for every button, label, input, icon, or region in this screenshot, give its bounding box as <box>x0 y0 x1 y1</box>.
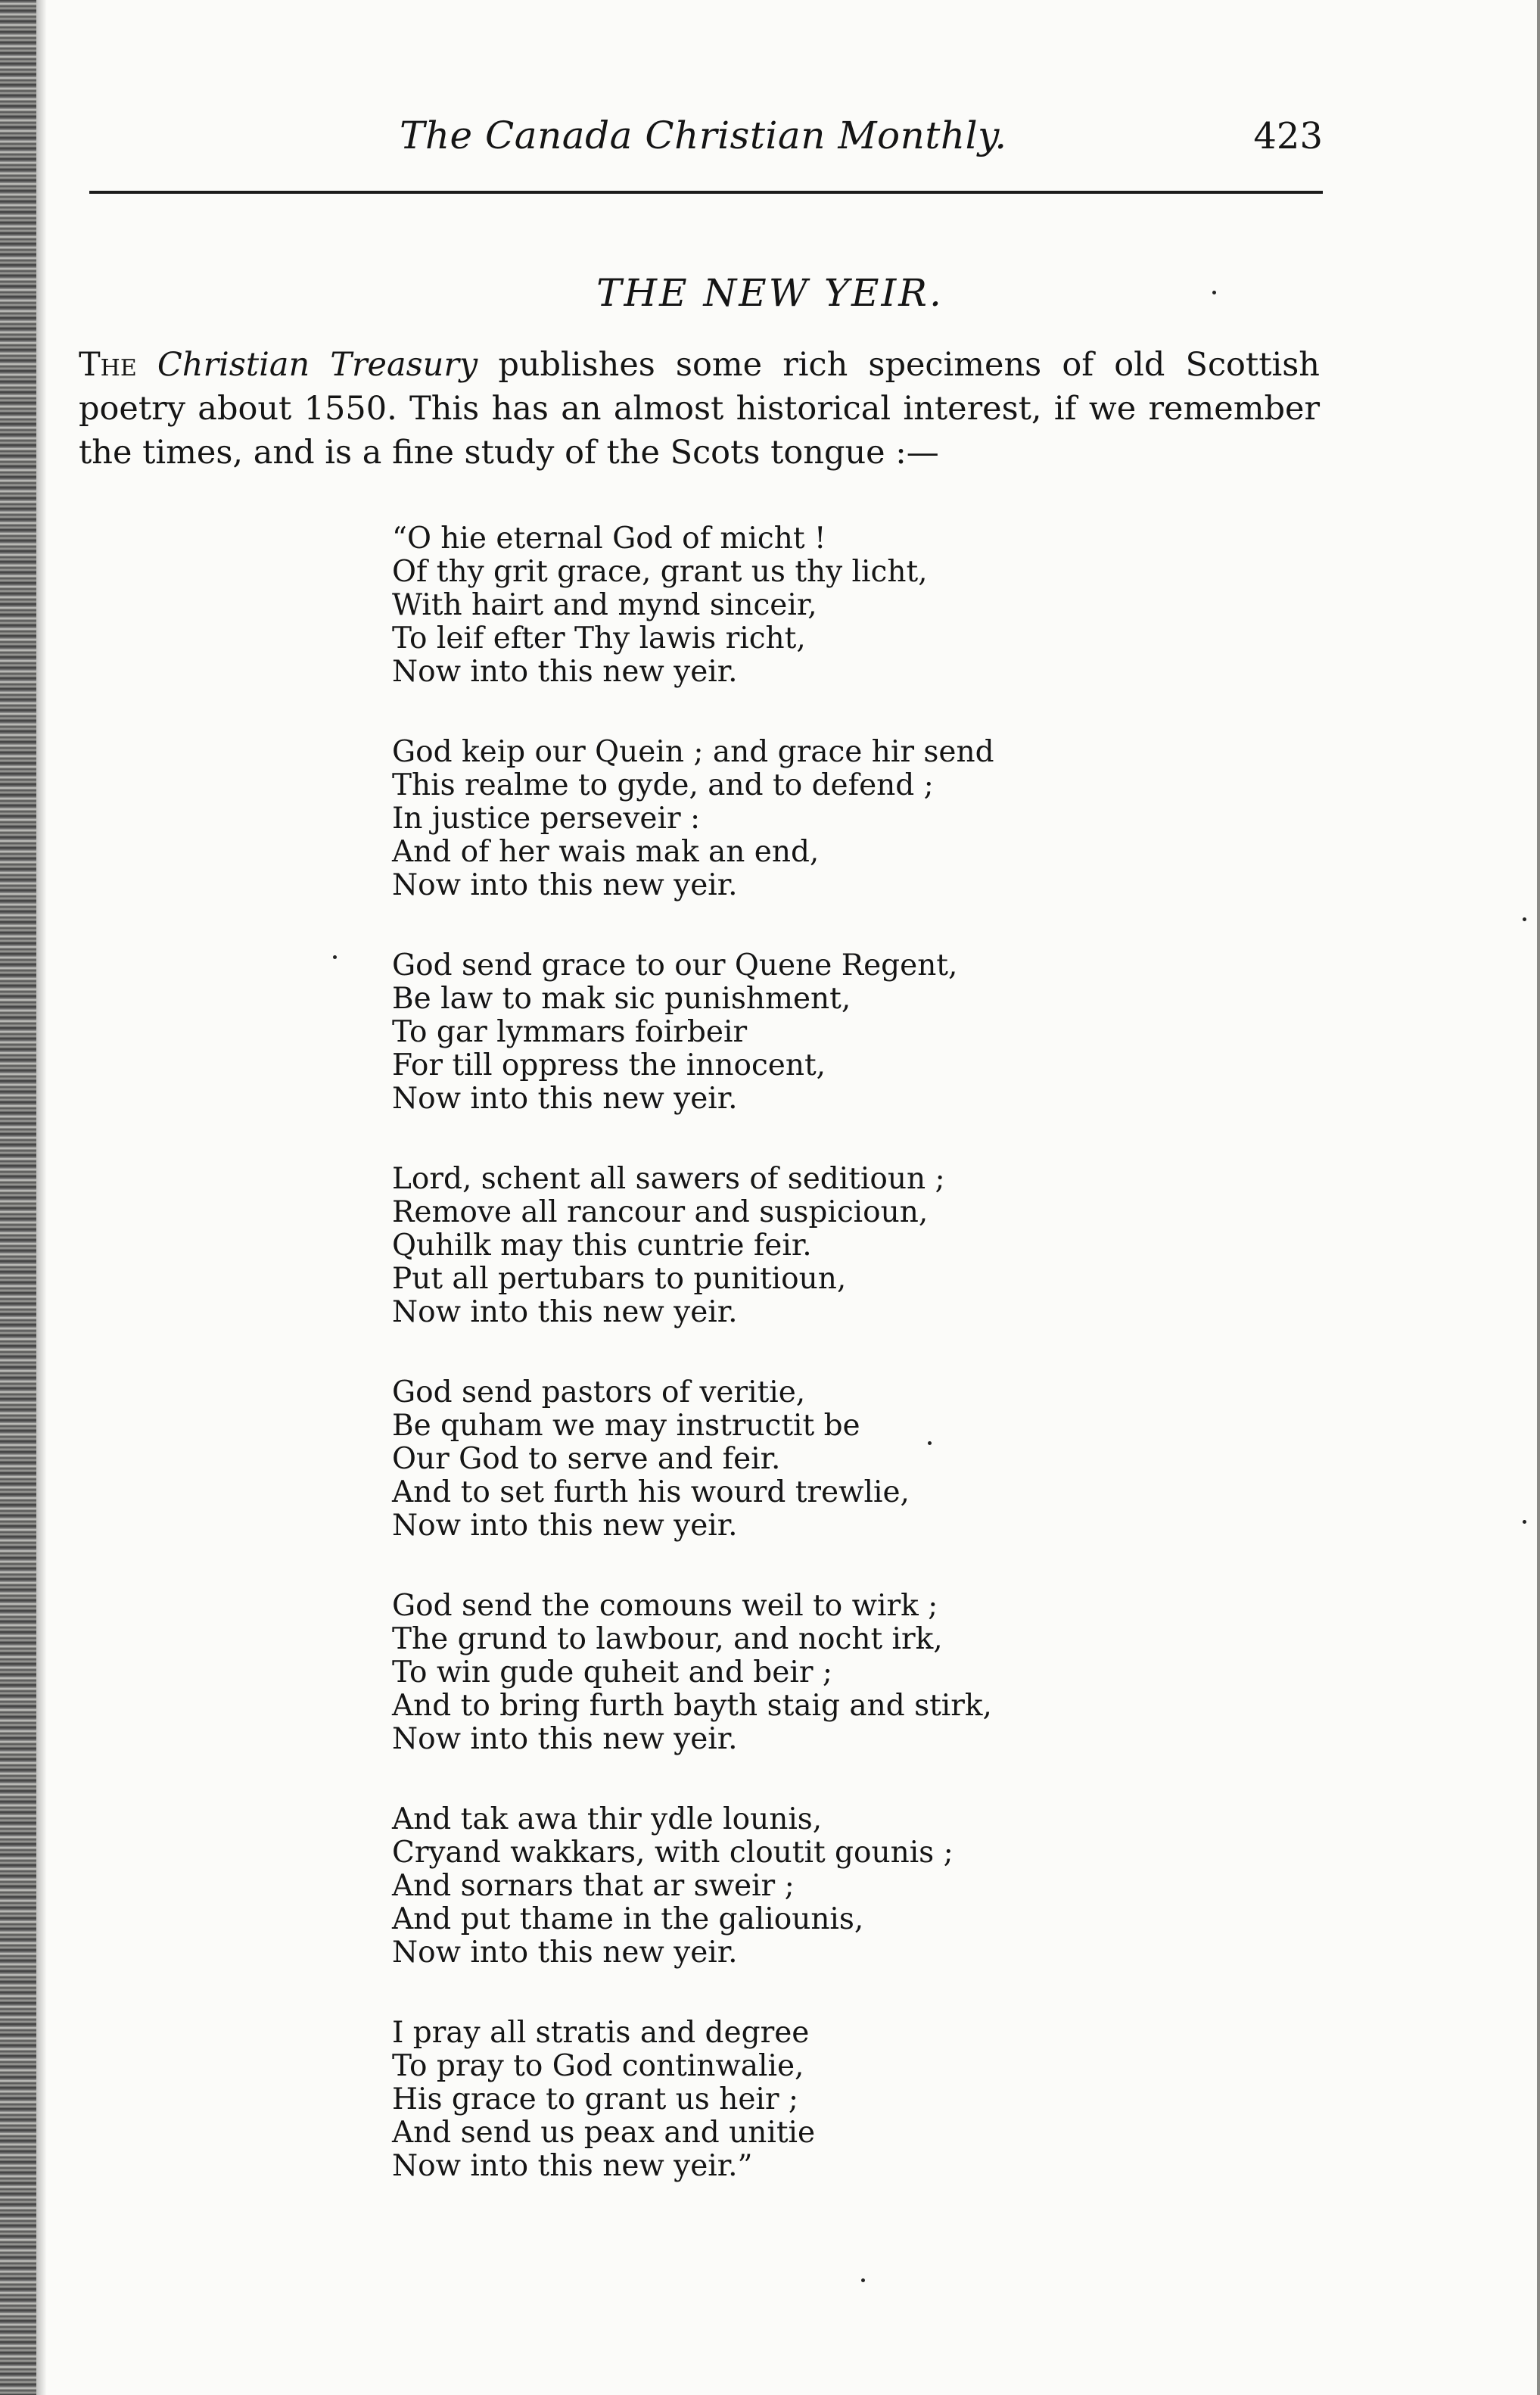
poem-line: Of thy grit grace, grant us thy licht, <box>392 555 928 589</box>
poem-line: To gar lymmars foirbeir <box>392 1015 748 1049</box>
poem-line: Now into this new yeir. <box>392 1722 738 1756</box>
poem-line: In justice perseveir : <box>392 802 701 836</box>
poem-line: Lord, schent all sawers of seditioun ; <box>392 1162 945 1196</box>
poem-line: To win gude quheit and beir ; <box>392 1655 833 1690</box>
poem-line: Cryand wakkars, with cloutit gounis ; <box>392 1836 954 1870</box>
stanza <box>392 1590 1224 1756</box>
intro-space <box>137 346 157 384</box>
poem-line: Now into this new yeir. <box>392 1509 738 1543</box>
poem-line: The grund to lawbour, and nocht irk, <box>392 1622 943 1656</box>
stanza <box>392 1163 1224 1329</box>
stanza <box>392 1803 1224 1970</box>
intro-text: publishes some rich specimens of old Scottish poetry about 1550. This has an almost historical interest, if we remember the times, and is a fine study of the Scots tongue :— <box>79 346 1321 472</box>
print-speck <box>861 2278 865 2282</box>
stanza <box>392 1376 1224 1543</box>
poem-line: His grace to grant us heir ; <box>392 2082 799 2116</box>
poem-line: To pray to God continwalie, <box>392 2049 804 2083</box>
stanza <box>392 522 1224 689</box>
poem-line: God send the comouns weil to wirk ; <box>392 1589 938 1623</box>
poem-line: And tak awa thir ydle lounis, <box>392 1802 823 1836</box>
poem-line: “O hie eternal God of micht ! <box>392 522 826 556</box>
poem <box>392 522 1224 2230</box>
poem-line: To leif efter Thy lawis richt, <box>392 621 806 656</box>
poem-line: Remove all rancour and suspicioun, <box>392 1195 929 1229</box>
page-edge <box>1537 0 1540 2395</box>
poem-line: Now into this new yeir. <box>392 1295 738 1329</box>
header-rule <box>89 191 1323 194</box>
poem-line: For till oppress the innocent, <box>392 1048 826 1082</box>
poem-line: Now into this new yeir.” <box>392 2149 753 2183</box>
poem-line: And put thame in the galiounis, <box>392 1902 864 1936</box>
intro-paragraph <box>79 343 1320 475</box>
poem-line: This realme to gyde, and to defend ; <box>392 768 934 802</box>
intro-lead-word: The <box>79 346 137 384</box>
print-speck <box>928 1441 932 1445</box>
stanza <box>392 2017 1224 2183</box>
poem-line: Be quham we may instructit be <box>392 1409 860 1443</box>
stanza <box>392 949 1224 1116</box>
page-number: 423 <box>1253 115 1323 157</box>
poem-line: Now into this new yeir. <box>392 655 738 689</box>
intro-source-title: Christian Treasury <box>157 346 478 384</box>
print-speck <box>1523 1520 1526 1524</box>
journal-title: The Canada Christian Monthly. <box>400 114 1007 157</box>
poem-line: Be law to mak sic punishment, <box>392 982 851 1016</box>
poem-line: With hairt and mynd sinceir, <box>392 588 817 622</box>
stanza <box>392 736 1224 902</box>
poem-line: Our God to serve and feir. <box>392 1442 781 1476</box>
print-speck <box>333 955 337 959</box>
poem-line: And sornars that ar sweir ; <box>392 1869 795 1903</box>
print-speck <box>1212 291 1216 294</box>
poem-line: And send us peax and unitie <box>392 2116 816 2150</box>
book-spine-shadow <box>0 0 36 2395</box>
poem-line: Now into this new yeir. <box>392 1082 738 1116</box>
poem-line: God keip our Quein ; and grace hir send <box>392 735 994 769</box>
poem-line: God send grace to our Quene Regent, <box>392 948 958 983</box>
poem-line: God send pastors of veritie, <box>392 1375 806 1409</box>
poem-line: And to set furth his wourd trewlie, <box>392 1475 910 1509</box>
print-speck <box>1523 917 1526 921</box>
poem-line: Quhilk may this cuntrie feir. <box>392 1229 812 1263</box>
poem-line: Now into this new yeir. <box>392 868 738 902</box>
poem-line: I pray all stratis and degree <box>392 2016 810 2050</box>
poem-line: Now into this new yeir. <box>392 1936 738 1970</box>
poem-line: And of her wais mak an end, <box>392 835 820 869</box>
running-header <box>89 114 1323 167</box>
poem-line: And to bring furth bayth staig and stirk, <box>392 1689 992 1723</box>
poem-line: Put all pertubars to punitioun, <box>392 1262 847 1296</box>
article-title: THE NEW YEIR. <box>596 271 944 315</box>
